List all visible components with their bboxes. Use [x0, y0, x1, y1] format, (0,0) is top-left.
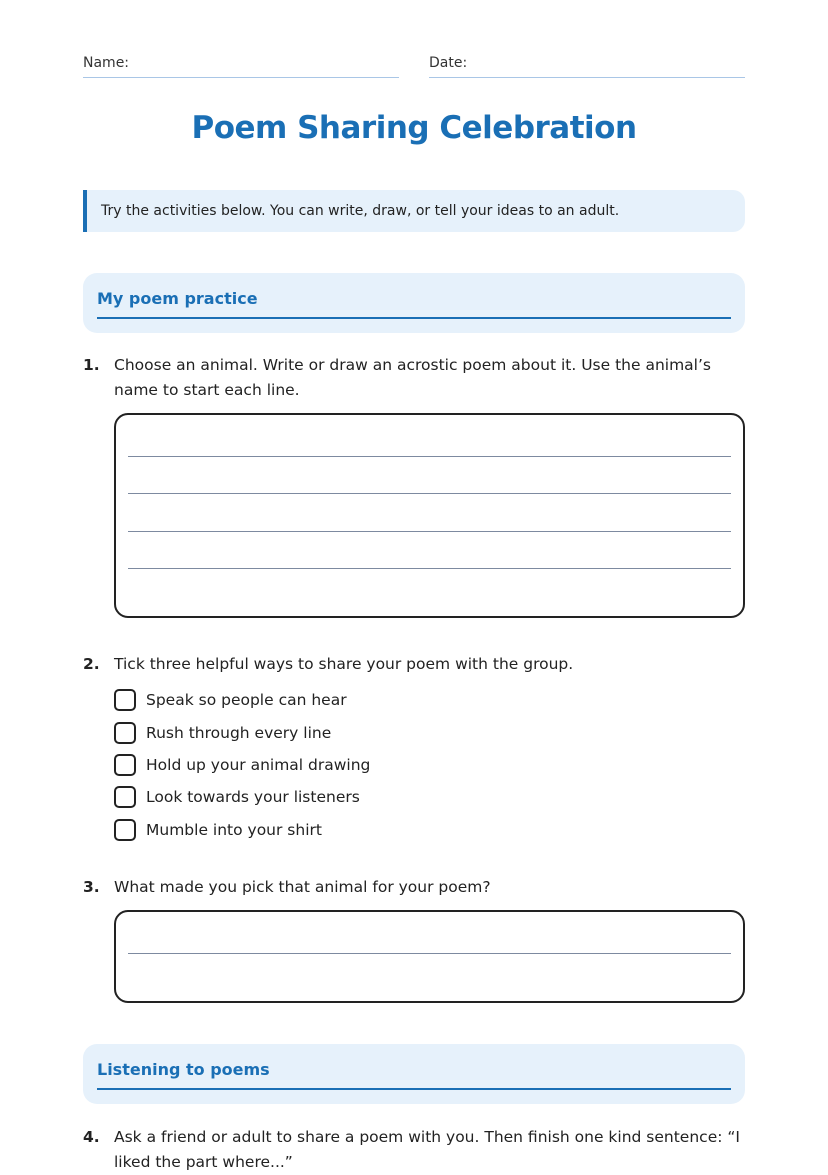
question-number: 4.: [83, 1128, 100, 1146]
name-field[interactable]: [83, 52, 399, 78]
option-label: Hold up your animal drawing: [146, 756, 371, 774]
page-title: Poem Sharing Celebration: [191, 110, 637, 146]
question-text: What made you pick that animal for your poem?: [114, 878, 491, 896]
option-mumble[interactable]: [114, 816, 322, 844]
question-2: [83, 652, 748, 677]
question-number: 3.: [83, 878, 100, 896]
section-title: Listening to poems: [97, 1060, 731, 1090]
checkbox[interactable]: [114, 722, 136, 744]
question-number: 2.: [83, 655, 100, 673]
question-text: Choose an animal. Write or draw an acrostic poem about it. Use the animal’s name to start each line.: [114, 356, 711, 399]
question-number: 1.: [83, 356, 100, 374]
option-hold-drawing[interactable]: [114, 751, 370, 779]
option-rush[interactable]: [114, 719, 331, 747]
option-label: Look towards your listeners: [146, 788, 360, 806]
instructions-banner: Try the activities below. You can write, draw, or tell your ideas to an adult.: [83, 190, 745, 232]
section-header-poem-practice: [83, 273, 745, 333]
option-label: Speak so people can hear: [146, 691, 347, 709]
writing-line: [128, 456, 731, 457]
question-1: [83, 353, 748, 403]
checkbox[interactable]: [114, 786, 136, 808]
question-text: Ask a friend or adult to share a poem with you. Then finish one kind sentence: “I liked the part where...”: [114, 1128, 740, 1171]
option-label: Mumble into your shirt: [146, 821, 322, 839]
writing-line: [128, 953, 731, 954]
answer-box-acrostic[interactable]: [114, 413, 745, 618]
question-3: [83, 875, 748, 900]
checkbox[interactable]: [114, 754, 136, 776]
checkbox[interactable]: [114, 689, 136, 711]
name-label: Name:: [83, 55, 130, 71]
date-label: Date:: [429, 55, 468, 71]
writing-line: [128, 531, 731, 532]
question-4: [83, 1125, 748, 1175]
checkbox[interactable]: [114, 819, 136, 841]
option-speak-clearly[interactable]: [114, 686, 347, 714]
answer-box-reason[interactable]: [114, 910, 745, 1003]
writing-line: [128, 568, 731, 569]
writing-line: [128, 493, 731, 494]
date-field[interactable]: [429, 52, 745, 78]
option-label: Rush through every line: [146, 724, 332, 742]
option-look-listeners[interactable]: [114, 783, 360, 811]
question-text: Tick three helpful ways to share your poem with the group.: [114, 655, 574, 673]
section-header-listening: [83, 1044, 745, 1104]
section-title: My poem practice: [97, 289, 731, 319]
